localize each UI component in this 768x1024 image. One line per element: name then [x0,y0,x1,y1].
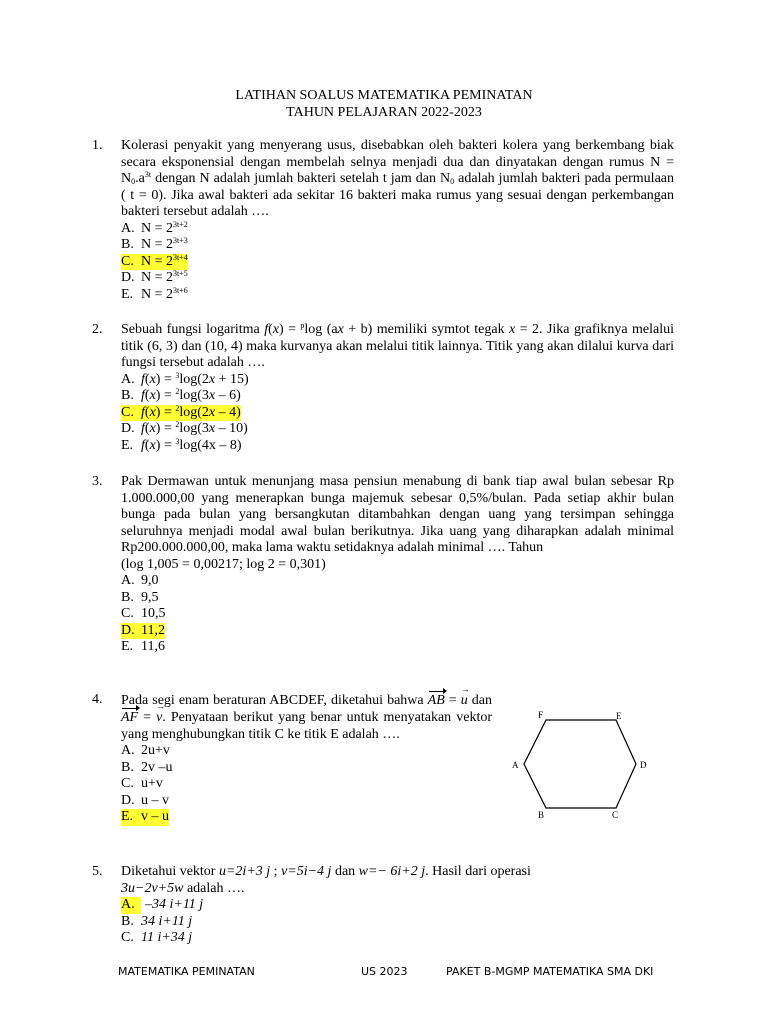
question-number: 2. [92,322,103,337]
question-text: Sebuah fungsi logaritma f(x) = $^p$log (ax + b) memiliki symtot tegak x = 2. Jika grafiknya melalui titik (6, 3) dan (10, 4) maka kurvanya akan melalui titik lainnya. Titik yang akan dilalui kurva dari fungsi tersebut adalah …. [121,321,675,370]
question-text: Kolerasi penyakit yang menyerang usus, disebabkan oleh bakteri kolera yang berkembang biak secara eksponensial dengan membelah selnya menjadi dua dan dinyatakan dengan rumus $N = N_0.a^{3t}$ dengan N adalah jumlah bakteri setelah t jam dan $N_0$ adalah jumlah bakteri pada permulaan ( t = 0). Jika awal bakteri ada sekitar 16 bakteri maka rumus yang sesuai dengan perkembangan bakteri tersebut adalah …. [121,138,674,219]
question-1 [92,138,674,303]
question-number: 3. [92,474,103,489]
question-number: 4. [92,692,103,707]
footer-center: US 2023 [361,965,408,978]
option-a: A. 9,0 [121,573,159,588]
option-d-answer: D. 11,2 [121,622,165,638]
option-a-answer: A. –34 i+11 j [121,897,204,912]
option-b: B. 34 i+11 j [121,913,193,929]
option-b: B. 9,5 [121,589,159,605]
option-e: E. 11,6 [121,639,165,654]
question-hint: (log 1,005 = 0,00217; log 2 = 0,301) [121,556,326,572]
option-b: B. $N = 2^{3t+3}$ [121,236,188,252]
question-text: Pada segi enam beraturan ABCDEF, diketahui bahwa AB = u → dan AF = v →. Penyataan berikut yang benar untuk menyatakan vektor yang menghubungkan titik C ke titik E adalah …. [121,692,492,743]
question-number: 5. [92,864,103,879]
option-c: C. u+v [121,776,163,791]
option-e: E. f(x) = $^3$log(4x – 8) [121,436,242,453]
hexagon-shape [524,720,636,808]
vertex-label-d: D [640,760,647,770]
hexagon-figure [508,706,658,826]
option-d: D. $N = 2^{3t+5}$ [121,269,188,285]
option-a: A. f(x) = $^3$log(2x + 15) [121,370,249,387]
question-2 [92,322,674,454]
question-number: 1. [92,138,103,153]
title-line-2: TAHUN PELAJARAN 2022-2023 [286,105,482,120]
option-e-answer: E. v – u [121,809,169,824]
question-text: Pak Dermawan untuk menunjang masa pensiun menabung di bank tiap awal bulan sebesar Rp 1.000.000,00 yang menerapkan bunga majemuk sebesar 0,5%/bulan. Pada setiap akhir bulan bunga pada bulan yang bersangkutan ditambahkan dengan uang yang tersimpan sehingga seluruhnya menjadi modal awal bulan berikutnya. Jika uang yang diharapkan adalah minimal Rp200.000.000,00, maka lama waktu setidaknya adalah minimal …. Tahun [121,474,674,555]
footer-right: PAKET B-MGMP MATEMATIKA SMA DKI [446,965,654,978]
option-b: B. 2v –u [121,759,173,775]
question-5 [92,864,674,947]
vertex-label-e: E [616,711,622,721]
option-c: C. 11 i+34 j [121,930,193,945]
option-a: A. $N = 2^{3t+2}$ [121,219,188,236]
option-c-answer: C. $N = 2^{3t+4}$ [121,252,188,269]
footer-left: MATEMATIKA PEMINATAN [118,965,255,978]
vertex-label-a: A [512,760,519,770]
option-e: E. $N = 2^{3t+6}$ [121,285,188,302]
option-c-answer: C. f(x) = $^2$log(2x – 4) [121,403,241,420]
vertex-label-c: C [612,810,619,820]
vertex-label-b: B [538,810,545,820]
option-d: D. f(x) = $^2$log(3x – 10) [121,420,248,436]
vertex-label-f: F [538,710,544,720]
question-text: Diketahui vektor u=2i+3 j ; v=5i−4 j dan w=− 6i+2 j. Hasil dari operasi 3u−2v+5w adalah …. [121,864,531,896]
title-line-1: LATIHAN SOALUS MATEMATIKA PEMINATAN [235,88,533,103]
option-a: A. 2u+v [121,743,170,758]
question-3 [92,474,674,656]
option-b: B. f(x) = $^2$log(3x – 6) [121,387,241,403]
option-d: D. u – v [121,792,169,808]
option-c: C. 10,5 [121,606,166,621]
question-4 [92,692,492,826]
